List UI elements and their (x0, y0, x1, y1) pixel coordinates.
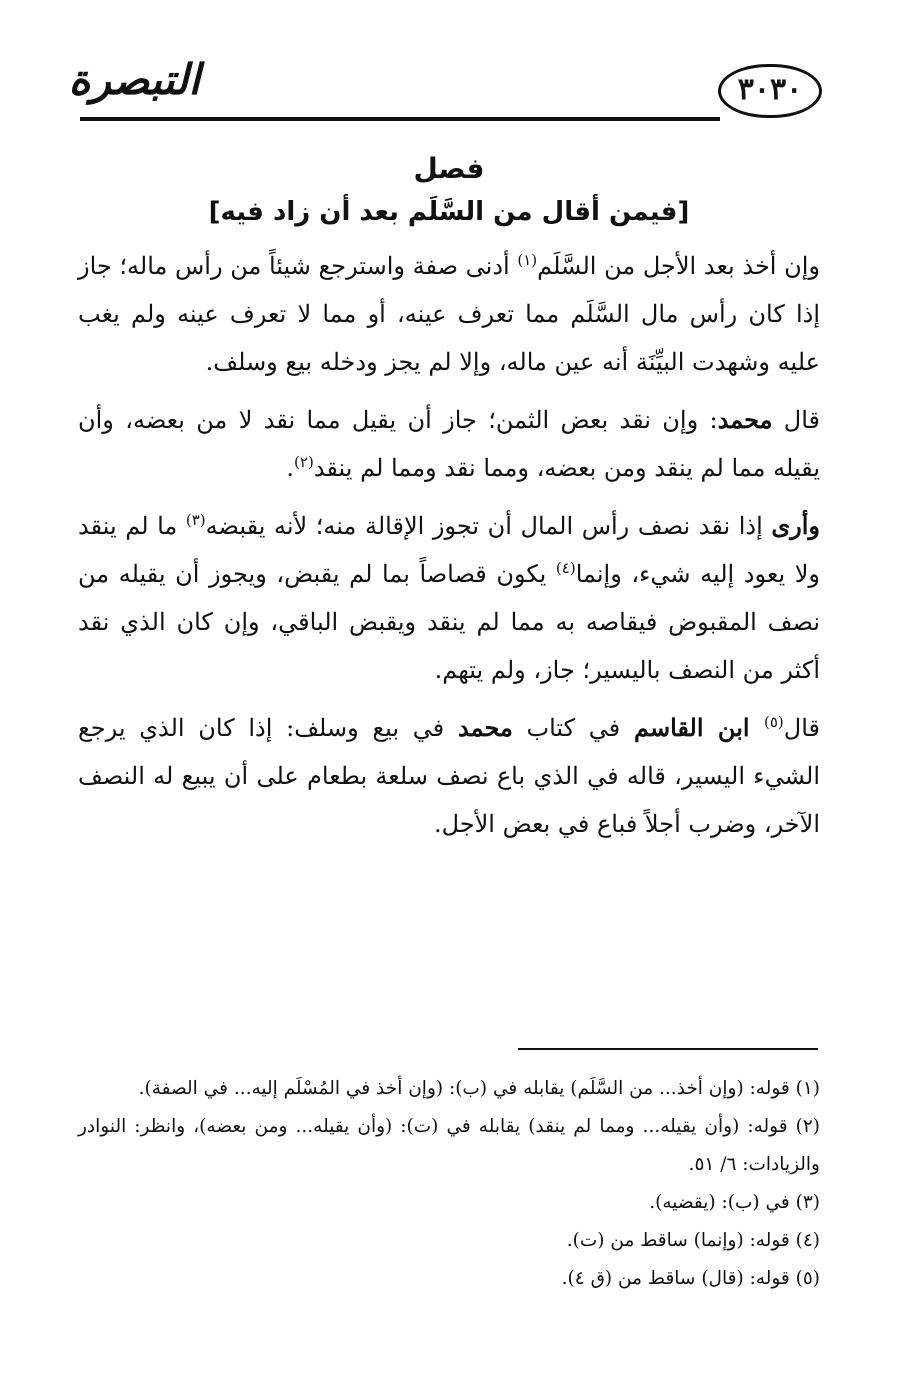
footnote-ref-5: (٥) (763, 713, 784, 731)
text-run: أدنى صفة واسترجع شيئاً من رأس ماله؛ جاز إذا كان رأس مال السَّلَم مما تعرف عينه، أو مما لا تعرف عينه ولم يغب عليه وشهدت البيِّنَة أنه عين ماله، وإلا لم يجز ودخله بيع وسلف. (78, 252, 820, 376)
footnote-4: (٤) قوله: (وإنما) ساقط من (ت). (566, 1230, 820, 1251)
footnote-separator (518, 1048, 818, 1050)
page-number: ٣٠٣٠ (737, 72, 803, 107)
text-run: في بيع وسلف: إذا كان الذي يرجع الشيء اليسير، قاله في الذي باع نصف سلعة بطعام على أن يبيع له النصف الآخر، وضرب أجلاً فباع في بعض الأجل. (78, 714, 820, 838)
page-number-badge (718, 64, 822, 118)
footnote-ref-2: (٢) (294, 453, 314, 471)
footnote-5: (٥) قوله: (قال) ساقط من (ق ٤). (561, 1268, 820, 1289)
bold-name: محمد (457, 713, 513, 742)
page-header (0, 0, 920, 130)
paragraph-2 (78, 396, 820, 492)
footnote-ref-3: (٣) (185, 511, 206, 529)
paragraph-3 (78, 502, 820, 694)
bold-name: ابن القاسم (633, 713, 764, 742)
text-run: وإن أخذ بعد الأجل من السَّلَم (537, 252, 820, 280)
section-subheading: [فيمن أقال من السَّلَم بعد أن زاد فيه] (208, 197, 690, 227)
header-rule (80, 117, 720, 121)
footnote-3: (٣) في (ب): (يقضيه). (649, 1192, 820, 1213)
text-run: في كتاب (512, 714, 634, 742)
text-run: ما لم ينقد ولا يعود إليه شيء، وإنما (78, 512, 821, 588)
bold-word: وأرى (771, 511, 821, 540)
section-heading: فصل (413, 152, 485, 185)
bold-name: محمد (717, 405, 773, 434)
footnote-2: (٢) قوله: (وأن يقيله... ومما لم ينقد) يقابله في (ت): (وأن يقيله... ومن بعضه)، وانظر: النوادر والزيادات: ٦/ ٥١. (78, 1116, 820, 1175)
footnote-1: (١) قوله: (وإن أخذ... من السَّلَم) يقابله في (ب): (وإن أخذ في المُسْلَم إليه... في الصفة). (138, 1078, 820, 1099)
text-run: . (286, 454, 295, 482)
footnote-ref-4: (٤) (555, 559, 576, 577)
book-title: التبصرة (68, 55, 200, 104)
paragraph-1 (78, 242, 820, 386)
footnote-ref-1: (١) (517, 251, 538, 269)
main-text (78, 148, 820, 858)
text-run: قال (772, 406, 821, 434)
paragraph-4 (78, 704, 820, 848)
text-run: يكون قصاصاً بما لم يقبض، ويجوز أن يقيله من نصف المقبوض فيقاصه به مما لم ينقد ويقبض الباقي، وإن كان الذي نقد أكثر من النصف باليسير؛ جاز، ولم يتهم. (78, 560, 820, 684)
footnotes (78, 1070, 820, 1298)
text-run: إذا نقد نصف رأس المال أن تجوز الإقالة منه؛ لأنه يقبضه (205, 512, 772, 540)
text-run: قال (783, 714, 820, 742)
text-run: : وإن نقد بعض الثمن؛ جاز أن يقيل مما نقد لا من بعضه، وأن يقيله مما لم ينقد ومن بعضه، ومما نقد ومما لم ينقد (78, 406, 820, 482)
